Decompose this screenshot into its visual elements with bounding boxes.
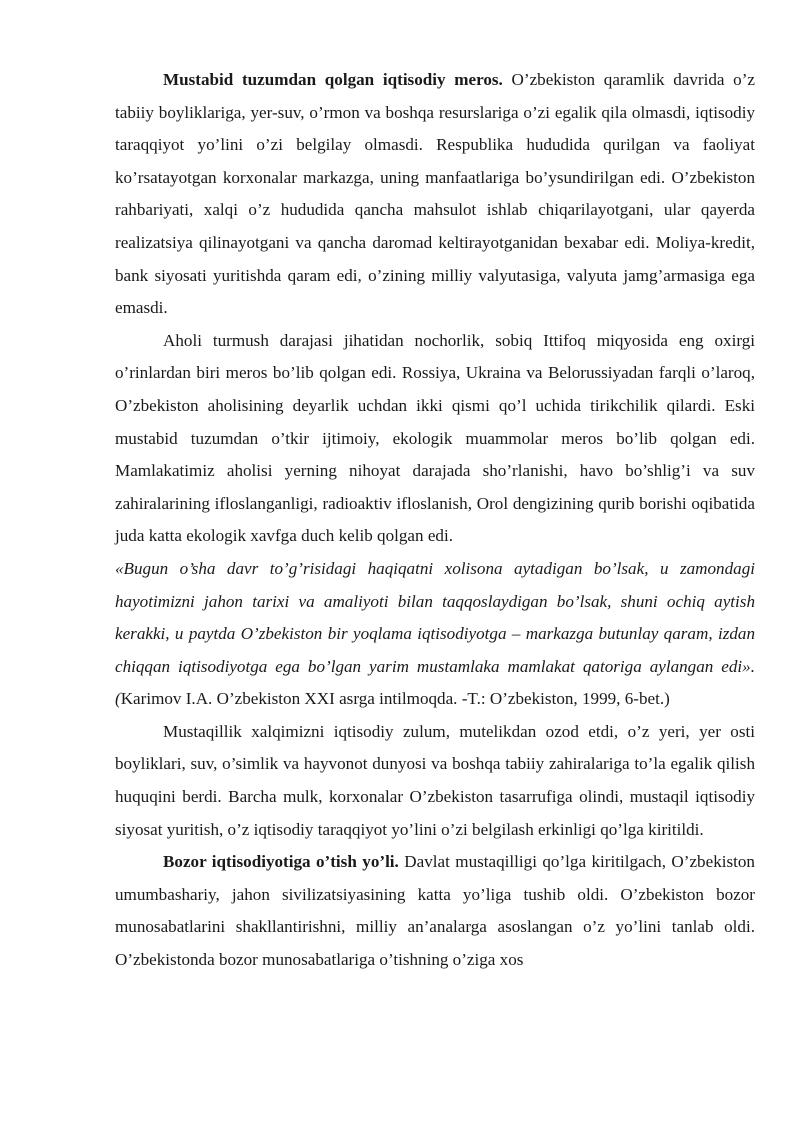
section-heading-market-transition: Bozor iqtisodiyotiga o’tish yo’li. [163, 852, 399, 872]
paragraph-economic-heritage [115, 64, 755, 325]
quote-text: «Bugun o’sha davr to’g’risidagi haqiqatni xolisona aytadigan bo’lsak, u zamondagi hayotimizni jahon tarixi va amaliyoti bilan taqqoslaydigan bo’lsak, shuni ochiq aytish kerakki, u paytda O’zbekiston bir yoqlama iqtisodiyotga – markazga butunlay qaram, izdan chiqqan iqtisodiyotga ega bo’lgan yarim mustamlaka mamlakat qatoriga aylangan edi». ( [115, 558, 755, 709]
paragraph-text: Mustaqillik xalqimizni iqtisodiy zulum, mutelikdan ozod etdi, o’z yeri, yer osti boyliklari, suv, o’simlik va hayvonot dunyosi va boshqa tabiiy zahiralariga to’la egalik qilish huquqini berdi. Barcha mulk, korxonalar O’zbekiston tasarrufiga olindi, mustaqil iqtisodiy siyosat yuritish, o’z iqtisodiy taraqqiyot yo’lini o’zi belgilash erkinligi qo’lga kiritildi. [115, 721, 755, 839]
paragraph-living-standards [115, 325, 755, 553]
section-heading-economic-heritage: Mustabid tuzumdan qolgan iqtisodiy meros. [163, 70, 503, 89]
paragraph-text: Davlat mustaqilligi qo’lga kiritilgach, O’zbekiston umumbashariy, jahon sivilizatsiyasining katta yo’liga tushib oldi. O’zbekiston bozor munosabatlarini shakllantirishni, milliy an’analarga asoslangan o’z yo’lini tanlab oldi. O’zbekistonda bozor munosabatlariga o’tishning o’ziga xos [115, 852, 755, 970]
document-page [115, 64, 755, 977]
paragraph-independence [115, 716, 755, 846]
paragraph-text: O’zbekiston qaramlik davrida o’z tabiiy boyliklariga, yer-suv, o’rmon va boshqa resurslariga o’zi egalik qila olmasdi, iqtisodiy taraqqiyot yo’lini o’zi belgilay olmasdi. Respublika hududida qurilgan va faoliyat ko’rsatayotgan korxonalar markazga, uning manfaatlariga bo’ysundirilgan edi. O’zbekiston rahbariyati, xalqi o’z hududida qancha mahsulot ishlab chiqarilayotgani, ular qayerda realizatsiya qilinayotgani va qancha daromad keltirayotganidan bexabar edi. Moliya-kredit, bank siyosati yuritishda qaram edi, o’zining milliy valyutasiga, valyuta jamg’armasiga ega emasdi. [115, 70, 755, 318]
paragraph-text: Aholi turmush darajasi jihatidan nochorlik, sobiq Ittifoq miqyosida eng oxirgi o’rinlardan biri meros bo’lib qolgan edi. Rossiya, Ukraina va Belorussiyadan farqli o’laroq, O’zbekiston aholisining deyarlik uchdan ikki qismi qo’l uchida tirikchilik qilardi. Eski mustabid tuzumdan o’tkir ijtimoiy, ekologik muammolar meros bo’lib qolgan edi. Mamlakatimiz aholisi yerning nihoyat darajada sho’rlanishi, havo bo’shlig’i va suv zahiralarining ifloslanganligi, radioaktiv ifloslanish, Orol dengizining qurib borishi oqibatida juda katta ekologik xavfga duch kelib qolgan edi. [115, 330, 755, 546]
quote-citation: Karimov I.A. O’zbekiston XXI asrga intilmoqda. -T.: O’zbekiston, 1999, 6-bet.) [120, 689, 670, 709]
paragraph-market-transition [115, 846, 755, 976]
paragraph-quote [115, 553, 755, 716]
